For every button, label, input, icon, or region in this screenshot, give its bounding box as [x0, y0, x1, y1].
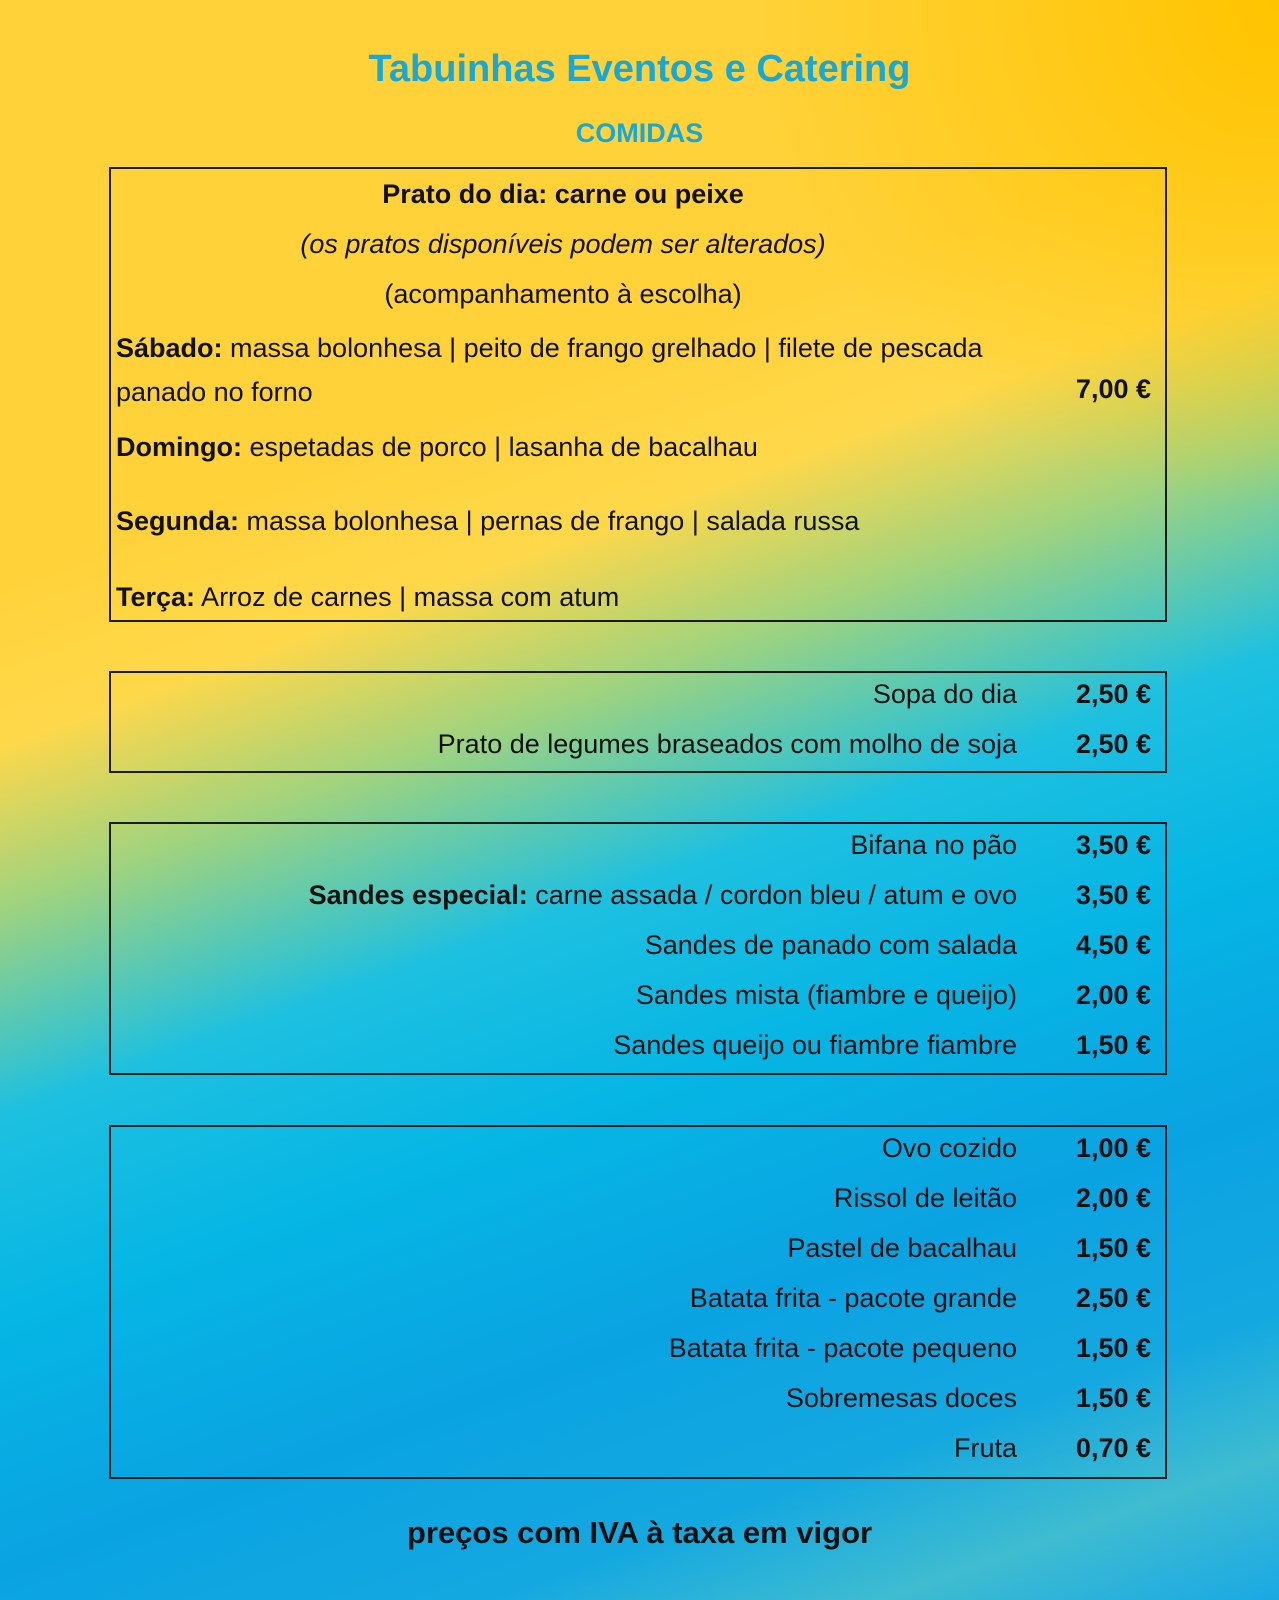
menu-row: [111, 1177, 1165, 1227]
item-price: 4,50 €: [1075, 930, 1151, 960]
soups-box: [109, 671, 1167, 773]
menu-row: [111, 1227, 1165, 1277]
day-items: Arroz de carnes | massa com atum: [195, 582, 620, 612]
day-items: massa bolonhesa | pernas de frango | salada russa: [239, 506, 860, 536]
item-price: 0,70 €: [1075, 1433, 1151, 1463]
day-monday: [116, 499, 1016, 543]
item-label: Sandes queijo ou fiambre fiambre: [613, 1030, 1017, 1060]
day-saturday: [116, 326, 1016, 414]
dish-of-day-side: (acompanhamento à escolha): [384, 279, 742, 309]
item-label-bold: Sandes especial:: [308, 880, 528, 910]
item-label: Fruta: [953, 1433, 1017, 1463]
item-price: 2,00 €: [1075, 980, 1151, 1010]
item-price: 2,50 €: [1075, 729, 1151, 759]
menu-row: [111, 1327, 1165, 1377]
item-label-special: [309, 880, 1017, 911]
dish-of-day-box: [109, 167, 1167, 622]
item-price: 1,50 €: [1075, 1333, 1151, 1363]
item-price: 3,50 €: [1075, 880, 1151, 910]
menu-row: [111, 1377, 1165, 1427]
item-label: Sandes mista (fiambre e queijo): [635, 980, 1017, 1010]
menu-row: [111, 824, 1165, 874]
item-price: 2,00 €: [1075, 1183, 1151, 1213]
menu-row: [111, 1024, 1165, 1074]
day-label: Segunda:: [116, 506, 240, 536]
day-label: Terça:: [116, 582, 196, 612]
page-title: Tabuinhas Eventos e Catering: [368, 48, 911, 90]
menu-row: [111, 673, 1165, 723]
day-sunday: [116, 425, 1016, 469]
menu-row: [111, 874, 1165, 924]
day-items: espetadas de porco | lasanha de bacalhau: [241, 432, 758, 462]
item-label: Sandes de panado com salada: [644, 930, 1017, 960]
menu-row: [111, 1127, 1165, 1177]
dish-of-day-price: 7,00 €: [1075, 374, 1151, 404]
item-price: 1,50 €: [1075, 1233, 1151, 1263]
item-price: 2,50 €: [1075, 679, 1151, 709]
footer-note: preços com IVA à taxa em vigor: [406, 1515, 873, 1550]
item-label: Batata frita - pacote pequeno: [668, 1333, 1017, 1363]
item-price: 1,50 €: [1075, 1030, 1151, 1060]
item-label: Sobremesas doces: [785, 1383, 1017, 1413]
menu-row: [111, 1277, 1165, 1327]
item-price: 1,00 €: [1075, 1133, 1151, 1163]
menu-row: [111, 723, 1165, 773]
menu-row: [111, 974, 1165, 1024]
sandwiches-box: [109, 822, 1167, 1075]
item-label: Sopa do dia: [872, 679, 1017, 709]
item-label: Prato de legumes braseados com molho de soja: [437, 729, 1017, 759]
item-price: 3,50 €: [1075, 830, 1151, 860]
dish-of-day-note: (os pratos disponíveis podem ser alterados): [300, 229, 826, 259]
menu-row: [111, 1427, 1165, 1477]
dish-of-day-heading: Prato do dia: carne ou peixe: [382, 179, 744, 209]
item-label: Ovo cozido: [881, 1133, 1017, 1163]
item-label: Bifana no pão: [850, 830, 1017, 860]
menu-row: [111, 924, 1165, 974]
item-label: Rissol de leitão: [833, 1183, 1017, 1213]
section-subtitle: COMIDAS: [575, 118, 704, 148]
item-label: Batata frita - pacote grande: [689, 1283, 1017, 1313]
day-tuesday: [116, 575, 1016, 619]
item-price: 1,50 €: [1075, 1383, 1151, 1413]
day-label: Sábado:: [116, 333, 223, 363]
day-label: Domingo:: [116, 432, 242, 462]
item-price: 2,50 €: [1075, 1283, 1151, 1313]
item-label: Pastel de bacalhau: [787, 1233, 1017, 1263]
day-items: massa bolonhesa | peito de frango grelhado | filete de pescada panado no forno: [116, 333, 983, 407]
item-label-text: carne assada / cordon bleu / atum e ovo: [527, 880, 1017, 910]
snacks-box: [109, 1125, 1167, 1479]
